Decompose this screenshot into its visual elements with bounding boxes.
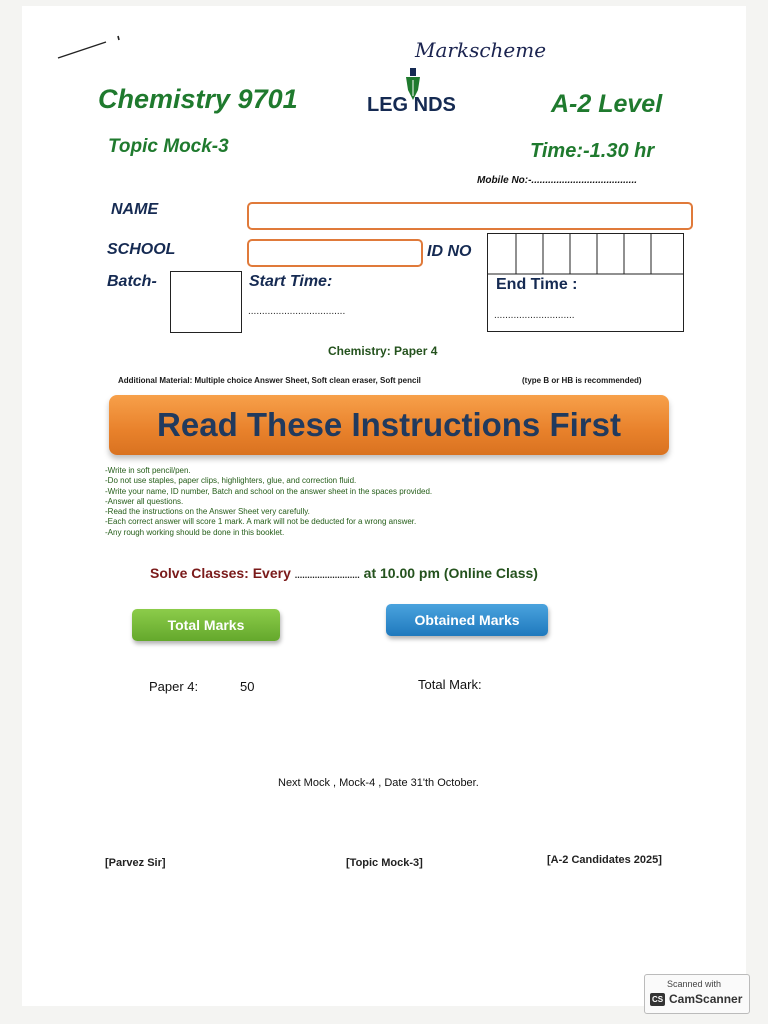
school-label: SCHOOL <box>107 241 176 258</box>
instruction-item: -Write your name, ID number, Batch and school on the answer sheet in the spaces provided. <box>105 486 433 496</box>
paper-marks-value: 50 <box>240 679 255 694</box>
instruction-item: -Read the instructions on the Answer Sheet very carefully. <box>105 507 310 517</box>
solve-classes-dots: .......................... <box>294 570 360 580</box>
end-time-label: End Time : <box>496 276 578 293</box>
obtained-marks-button[interactable]: Obtained Marks <box>386 604 548 636</box>
batch-label: Batch- <box>107 273 157 290</box>
paper-title: Chemistry: Paper 4 <box>328 344 438 358</box>
instructions-banner: Read These Instructions First <box>109 395 669 455</box>
instruction-item: -Any rough working should be done in this booklet. <box>105 527 285 537</box>
footer-topic: [Topic Mock-3] <box>346 857 423 869</box>
scanned-with-text: Scanned with <box>667 979 722 989</box>
instruction-item: -Do not use staples, paper clips, highlighters, glue, and correction fluid. <box>105 476 357 486</box>
start-time-label: Start Time: <box>249 273 333 290</box>
start-time-dots: ................................... <box>248 306 346 317</box>
footer-author: [Parvez Sir] <box>105 857 166 869</box>
end-time-dots: ............................. <box>494 310 575 321</box>
topic-title: Topic Mock-3 <box>108 136 229 157</box>
legends-logo <box>367 68 477 118</box>
camscanner-logo-icon: CS <box>651 995 664 1004</box>
subject-title: Chemistry 9701 <box>98 84 298 114</box>
total-marks-button[interactable]: Total Marks <box>132 609 280 641</box>
exam-page <box>22 6 746 1006</box>
instruction-item: -Each correct answer will score 1 mark. A mark will not be deducted for a wrong answer. <box>105 517 417 527</box>
instruction-item: -Write in soft pencil/pen. <box>105 466 191 475</box>
instruction-item: -Answer all questions. <box>105 496 184 506</box>
level-title: A-2 Level <box>551 90 663 118</box>
name-label: NAME <box>111 201 159 218</box>
pencil-note: (type B or HB is recommended) <box>522 376 642 385</box>
footer-candidates: [A-2 Candidates 2025] <box>547 854 662 866</box>
mobile-label: Mobile No:-...................................... <box>477 175 638 186</box>
batch-box[interactable] <box>170 271 242 333</box>
pen-mark <box>56 32 126 62</box>
camscanner-watermark <box>644 974 750 1014</box>
handwritten-markscheme: Markscheme <box>415 38 547 62</box>
school-field[interactable] <box>247 239 423 267</box>
instructions-list <box>105 466 432 538</box>
additional-material: Additional Material: Multiple choice Answer Sheet, Soft clean eraser, Soft pencil <box>118 376 421 385</box>
solve-classes-prefix: Solve Classes: Every <box>150 565 291 581</box>
solve-classes-line <box>150 565 538 581</box>
total-mark-label: Total Mark: <box>418 677 482 692</box>
camscanner-text: CamScanner <box>669 992 743 1006</box>
solve-classes-suffix: at 10.00 pm (Online Class) <box>363 565 538 581</box>
time-label: Time:-1.30 hr <box>530 140 655 162</box>
next-mock-note: Next Mock , Mock-4 , Date 31'th October. <box>278 777 479 789</box>
paper-marks-label: Paper 4: <box>149 679 199 694</box>
brand-text: LEG NDS <box>367 94 456 116</box>
id-label: ID NO <box>427 243 472 260</box>
name-field[interactable] <box>247 202 693 230</box>
